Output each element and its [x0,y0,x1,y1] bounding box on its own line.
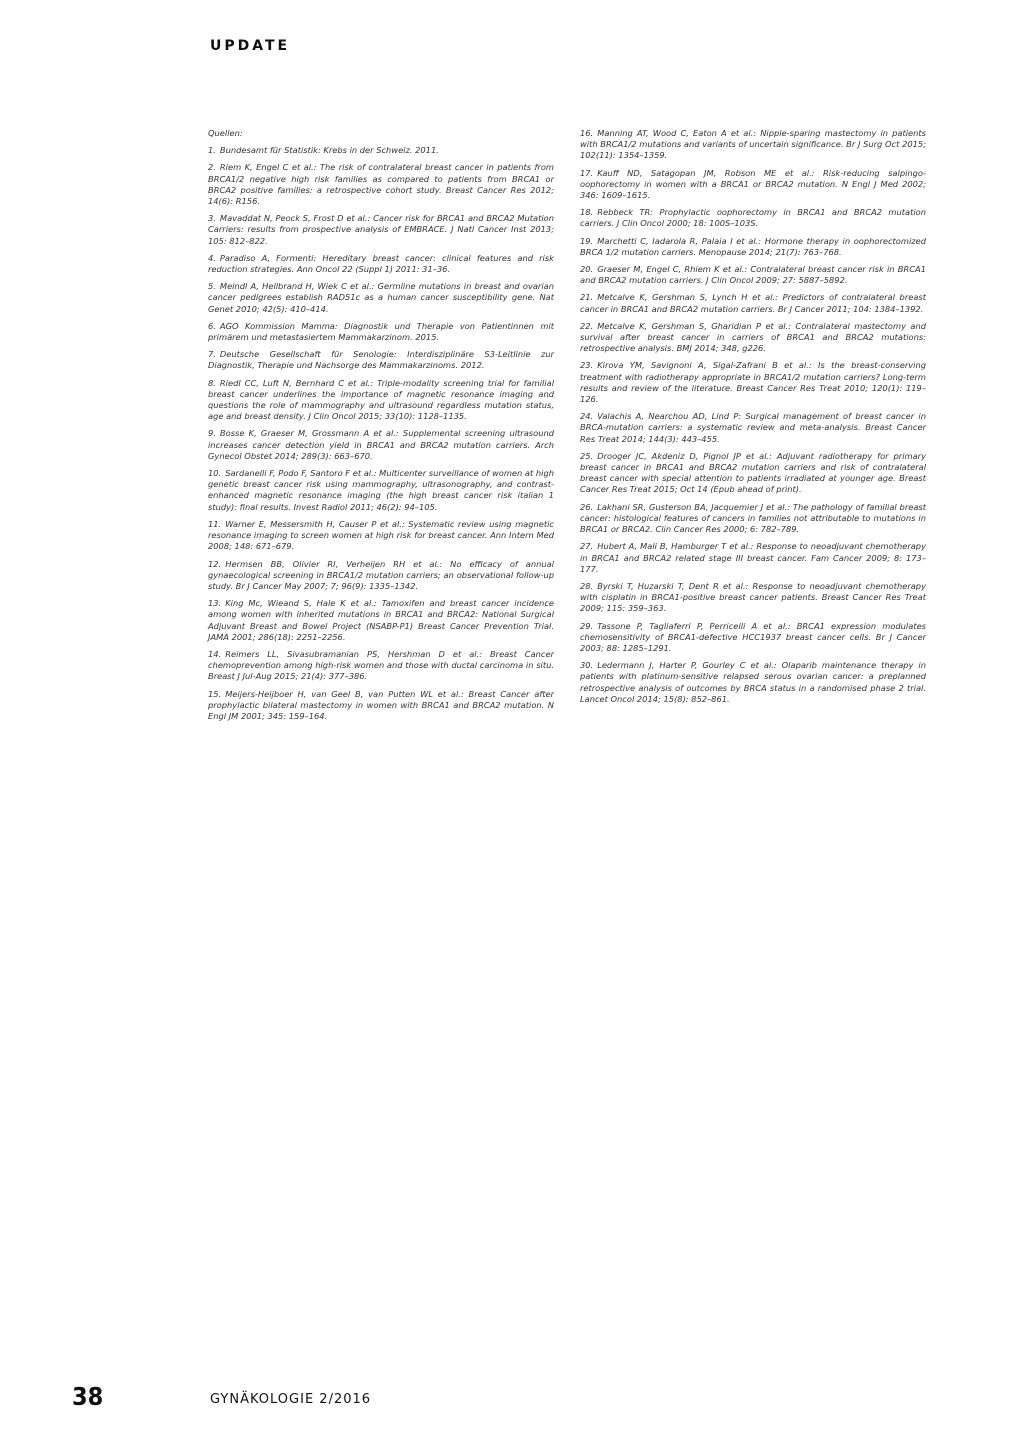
reference-text: Sardanelli F, Podo F, Santoro F et al.: Multicenter surveillance of women at high genetic breast cancer risk using mammography, ultrasonography, and contrast-enhanced magnetic resonance imaging (the high breast cancer risk italian 1 study): final results. Invest Radiol 2011; 46(2): 94–105. [208,468,554,512]
reference-item [580,581,926,615]
reference-text: Tassone P, Tagliaferri P, Perricelli A et al.: BRCA1 expression modulates chemosensitivity of BRCA1-defective HCC1937 breast cancer cells. Br J Cancer 2003; 88: 1285–1291. [580,620,926,653]
reference-list-left [208,145,554,722]
reference-text: Kirova YM, Savignoni A, Sigal-Zafrani B et al.: Is the breast-conserving treatment with radiotherapy appropriate in BRCA1/2 mutation carriers? Long-term results and review of the literature. Breast Cancer Res Treat 2010; 120(1): 119–126. [580,360,926,405]
reference-number: 14. [208,648,222,659]
reference-number: 27. [580,541,594,552]
reference-item [580,502,926,536]
reference-text: Lakhani SR, Gusterson BA, Jacquemier J et al.: The pathology of familial breast cancer: histological features of cancers in families not attributable to mutations in BRCA1 or BRCA2. Clin Cancer Res 2000; 6: 782–789. [580,501,926,535]
reference-text: Meindl A, Hellbrand H, Wiek C et al.: Germline mutations in breast and ovarian cancer pedigrees establish RAD51c as a human cancer susceptibility gene. Nat Genet 2010; 42(5): 410–414. [208,281,554,314]
reference-item [208,689,554,723]
reference-text: Riem K, Engel C et al.: The risk of contralateral breast cancer in patients from BRCA1/2 negative high risk families as compared to patients from BRCA1 or BRCA2 positive families: a retrospective cohort study. Breast Cancer Res 2012; 14(6): R156. [208,162,554,207]
reference-text: Hermsen BB, Olivier RI, Verheijen RH et al.: No efficacy of annual gynaecological screening in BRCA1/2 mutation carriers; an observational follow-up study. Br J Cancer May 2007; 7; 96(9): 1335–1342. [208,558,554,591]
reference-text: Drooger JC, Akdeniz D, Pignol JP et al.: Adjuvant radiotherapy for primary breast cancer in BRCA1 and BRCA2 mutation carriers and risk of contralateral breast cancer with special attention to patients irradiated at younger age. Breast Cancer Res Treat 2015; Oct 14 (Epub ahead of print). [580,450,926,495]
reference-item [580,411,926,445]
reference-item [580,168,926,202]
reference-text: Warner E, Messersmith H, Causer P et al.: Systematic review using magnetic resonance imaging to screen women at high risk for breast cancer. Ann Intern Med 2008; 148: 671–679. [208,518,554,552]
reference-item [580,541,926,575]
reference-number: 29. [580,620,594,631]
reference-item [208,349,554,371]
sources-label: Quellen: [208,128,243,138]
reference-number: 24. [580,411,594,422]
reference-number: 13. [208,598,222,609]
reference-text: Marchetti C, Iadarola R, Palaia I et al.: Hormone therapy in oophorectomized BRCA 1/2 mutation carriers. Menopause 2014; 21(7): 763–768. [580,235,926,257]
reference-item [580,207,926,229]
reference-text: Deutsche Gesellschaft für Senologie: Interdisziplinäre S3-Leitlinie zur Diagnostik, Therapie und Nachsorge des Mammakarzinoms. 2012. [208,349,554,371]
reference-item [580,128,926,162]
reference-item [208,321,554,343]
reference-item [208,378,554,423]
section-header: UPDATE [210,38,291,54]
reference-number: 28. [580,580,594,591]
reference-item [580,264,926,286]
reference-text: Riedl CC, Luft N, Bernhard C et al.: Triple-modality screening trial for familial breast cancer underlines the importance of magnetic resonance imaging and questions the role of mammography and ultrasound regardless mutation status, age and breast density. J Clin Oncol 2015; 33(10): 1128–1135. [208,377,554,422]
references-column-left [208,128,554,728]
reference-number: 21. [580,292,594,303]
reference-text: Manning AT, Wood C, Eaton A et al.: Nipple-sparing mastectomy in patients with BRCA1/2 mutations and variants of uncertain significance. Br J Surg Oct 2015; 102(11): 1354–1359. [580,128,926,161]
reference-number: 23. [580,360,594,371]
reference-number: 16. [580,128,594,138]
reference-text: Kauff ND, Satagopan JM, Robson ME et al.: Risk-reducing salpingo-oophorectomy in women with a BRCA1 or BRCA2 mutation. N Engl J Med 2002; 346: 1609–1615. [580,167,926,201]
reference-number: 4. [208,252,216,263]
reference-text: Hubert A, Mali B, Hamburger T et al.: Response to neoadjuvant chemotherapy in BRCA1 and BRCA2 related stage III breast cancer. Fam Cancer 2009; 8: 173–177. [580,541,926,574]
reference-item [580,621,926,655]
reference-item [208,162,554,207]
reference-item [208,519,554,553]
reference-text: Byrski T, Huzarski T, Dent R et al.: Response to neoadjuvant chemotherapy with cisplatin in BRCA1-positive breast cancer patients. Breast Cancer Res Treat 2009; 115: 359–363. [580,580,926,614]
reference-number: 17. [580,167,594,178]
reference-number: 8. [208,377,216,388]
reference-text: Rebbeck TR: Prophylactic oophorectomy in BRCA1 and BRCA2 mutation carriers. J Clin Oncol 2000; 18: 100S–103S. [580,207,926,229]
reference-number: 10. [208,468,222,479]
reference-item [580,292,926,314]
reference-item [580,236,926,258]
reference-item [208,468,554,513]
reference-item [208,649,554,683]
reference-item [208,428,554,462]
reference-number: 18. [580,207,594,218]
reference-number: 7. [208,349,216,360]
reference-number: 25. [580,450,594,461]
reference-text: Reimers LL, Sivasubramanian PS, Hershman D et al.: Breast Cancer chemoprevention among high-risk women and those with ductal carcinoma in situ. Breast J Jul-Aug 2015; 21(4): 377–386. [208,648,554,682]
reference-text: Meijers-Heijboer H, van Geel B, van Putten WL et al.: Breast Cancer after prophylactic bilateral mastectomy in women with BRCA1 and BRCA2 mutation. N Engl JM 2001; 345: 159–164. [208,688,554,721]
reference-number: 2. [208,162,216,173]
reference-text: Paradiso A, Formenti: Hereditary breast cancer: clinical features and risk reduction strategies. Ann Oncol 22 (Suppl 1) 2011: 31–36. [208,252,554,275]
reference-text: Graeser M, Engel C, Rhiem K et al.: Contralateral breast cancer risk in BRCA1 and BRCA2 mutation carriers. J Clin Oncol 2009; 27: 5887–5892. [580,264,926,286]
reference-text: AGO Kommission Mamma: Diagnostik und Therapie von Patientinnen mit primärem und metastasiertem Mammakarzinom. 2015. [208,320,554,343]
reference-text: Bosse K, Graeser M, Grossmann A et al.: Supplemental screening ultrasound increases cancer detection yield in BRCA1 and BRCA2 mutation carriers. Arch Gynecol Obstet 2014; 289(3): 663–670. [208,428,554,461]
reference-text: Bundesamt für Statistik: Krebs in der Schweiz. 2011. [219,145,439,156]
reference-text: Mavaddat N, Peock S, Frost D et al.: Cancer risk for BRCA1 and BRCA2 Mutation Carriers: results from prospective analysis of EMBRACE. J Natl Cancer Inst 2013; 105: 812–822. [208,213,554,246]
references-column-right [580,128,926,711]
reference-number: 30. [580,660,594,671]
reference-text: Valachis A, Nearchou AD, Lind P: Surgical management of breast cancer in BRCA-mutation carriers: a systematic review and meta-analysis. Breast Cancer Res Treat 2014; 144(3): 443–455. [580,411,926,444]
reference-number: 3. [208,213,216,224]
reference-number: 22. [580,320,594,331]
reference-item [208,559,554,593]
reference-number: 6. [208,320,216,331]
reference-number: 26. [580,501,594,512]
reference-text: King Mc, Wieand S, Hale K et al.: Tamoxifen and breast cancer incidence among women with inherited mutations in BRCA1 and BRCA2: National Surgical Adjuvant Breast and Bowel Project (NSABP-P1) Breast Cancer Prevention Trial. JAMA 2001; 286(18): 2251–2256. [208,598,554,642]
reference-item [208,213,554,247]
reference-text: Ledermann J, Harter P, Gourley C et al.: Olaparib maintenance therapy in patients with platinum-sensitive relapsed serous ovarian cancer: a preplanned retrospective analysis of outcomes by BRCA status in a randomised phase 2 trial. Lancet Oncol 2014; 15(8): 852–861. [580,660,926,704]
reference-number: 20. [580,264,594,275]
reference-text: Metcalve K, Gershman S, Gharidian P et al.: Contralateral mastectomy and survival after breast cancer in carriers of BRCA1 and BRCA2 mutations: retrospective analysis. BMJ 2014; 348, g226. [580,320,926,354]
reference-text: Metcalve K, Gershman S, Lynch H et al.: Predictors of contralateral breast cancer in BRCA1 and BRCA2 mutation carriers. Br J Cancer 2011; 104: 1384–1392. [580,292,926,314]
reference-number: 12. [208,558,222,569]
reference-number: 5. [208,281,216,292]
reference-item [580,451,926,496]
reference-item [208,253,554,275]
reference-number: 19. [580,235,594,246]
page-number: 38 [72,1382,104,1411]
reference-number: 11. [208,518,222,529]
reference-item [208,281,554,315]
reference-number: 9. [208,428,216,439]
reference-item [208,598,554,643]
reference-list-right [580,128,926,705]
reference-item [208,145,554,156]
reference-item [580,321,926,355]
reference-number: 15. [208,688,222,699]
reference-number: 1. [208,145,216,156]
journal-issue: GYNÄKOLOGIE 2/2016 [210,1392,372,1407]
reference-item [580,360,926,405]
reference-item [580,660,926,705]
